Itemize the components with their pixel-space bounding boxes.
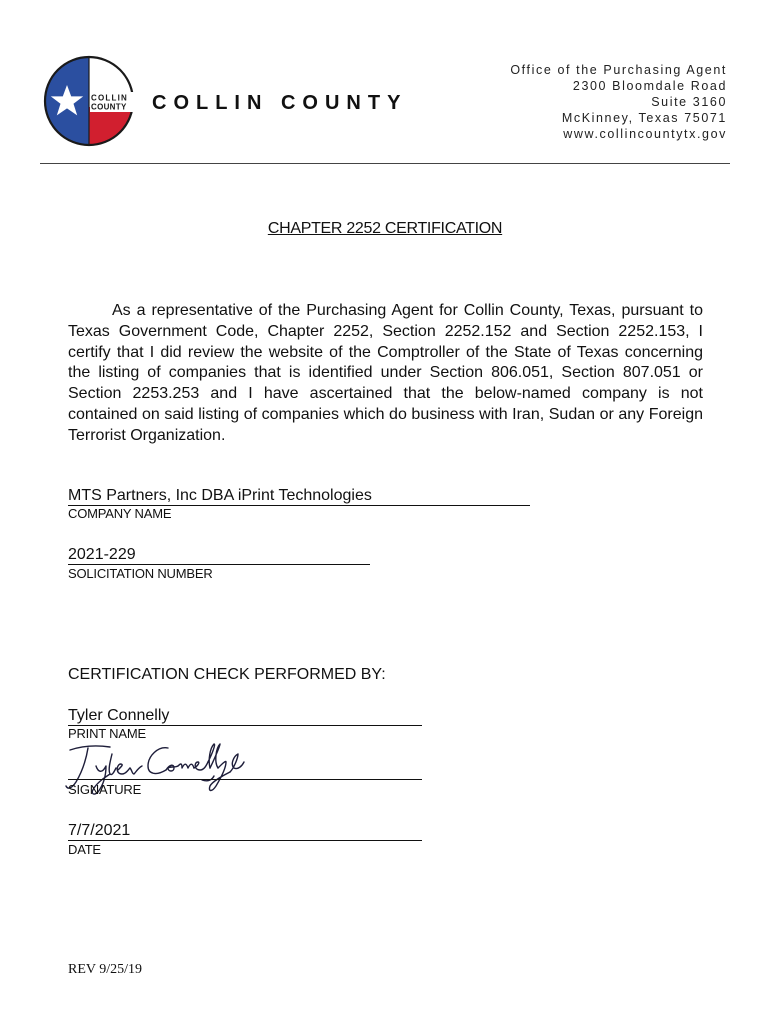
date-value: 7/7/2021 <box>68 821 422 841</box>
logo-text-line2: COUNTY <box>91 102 127 112</box>
solicitation-number-label: SOLICITATION NUMBER <box>68 566 213 581</box>
print-name-label: PRINT NAME <box>68 726 146 741</box>
signature-line <box>68 779 422 780</box>
collin-county-logo <box>42 51 136 151</box>
certification-check-heading: CERTIFICATION CHECK PERFORMED BY: <box>68 666 386 683</box>
date-label: DATE <box>68 842 101 857</box>
document-title: CHAPTER 2252 CERTIFICATION <box>267 220 503 237</box>
company-name-value: MTS Partners, Inc DBA iPrint Technologies <box>68 486 530 506</box>
office-website: www.collincountytx.gov <box>563 127 727 141</box>
header-divider <box>40 163 730 164</box>
office-address <box>510 62 727 142</box>
solicitation-number-value: 2021-229 <box>68 545 370 565</box>
certification-paragraph: As a representative of the Purchasing Agent for Collin County, Texas, pursuant to Texas Government Code, Chapter 2252, Section 2252.152 and Section 2252.153, I certify that I did review the website of the Comptroller of the State of Texas concerning the listing of companies that is identified under Section 806.051, Section 807.051 or Section 2253.253 and I have ascertained that the below-named company is not contained on said listing of companies which do business with Iran, Sudan or any Foreign Terrorist Organization. <box>68 302 703 444</box>
office-line: Suite 3160 <box>651 95 727 109</box>
print-name-value: Tyler Connelly <box>68 706 422 726</box>
office-line: 2300 Bloomdale Road <box>572 79 727 93</box>
revision-note: REV 9/25/19 <box>68 962 143 977</box>
office-line: McKinney, Texas 75071 <box>561 111 727 125</box>
company-name-label: COMPANY NAME <box>68 506 172 521</box>
county-name: COLLIN COUNTY <box>152 92 408 114</box>
office-line: Office of the Purchasing Agent <box>510 63 727 77</box>
logo-text-line1: COLLIN <box>91 93 128 103</box>
signature-label: SIGNATURE <box>68 782 142 797</box>
